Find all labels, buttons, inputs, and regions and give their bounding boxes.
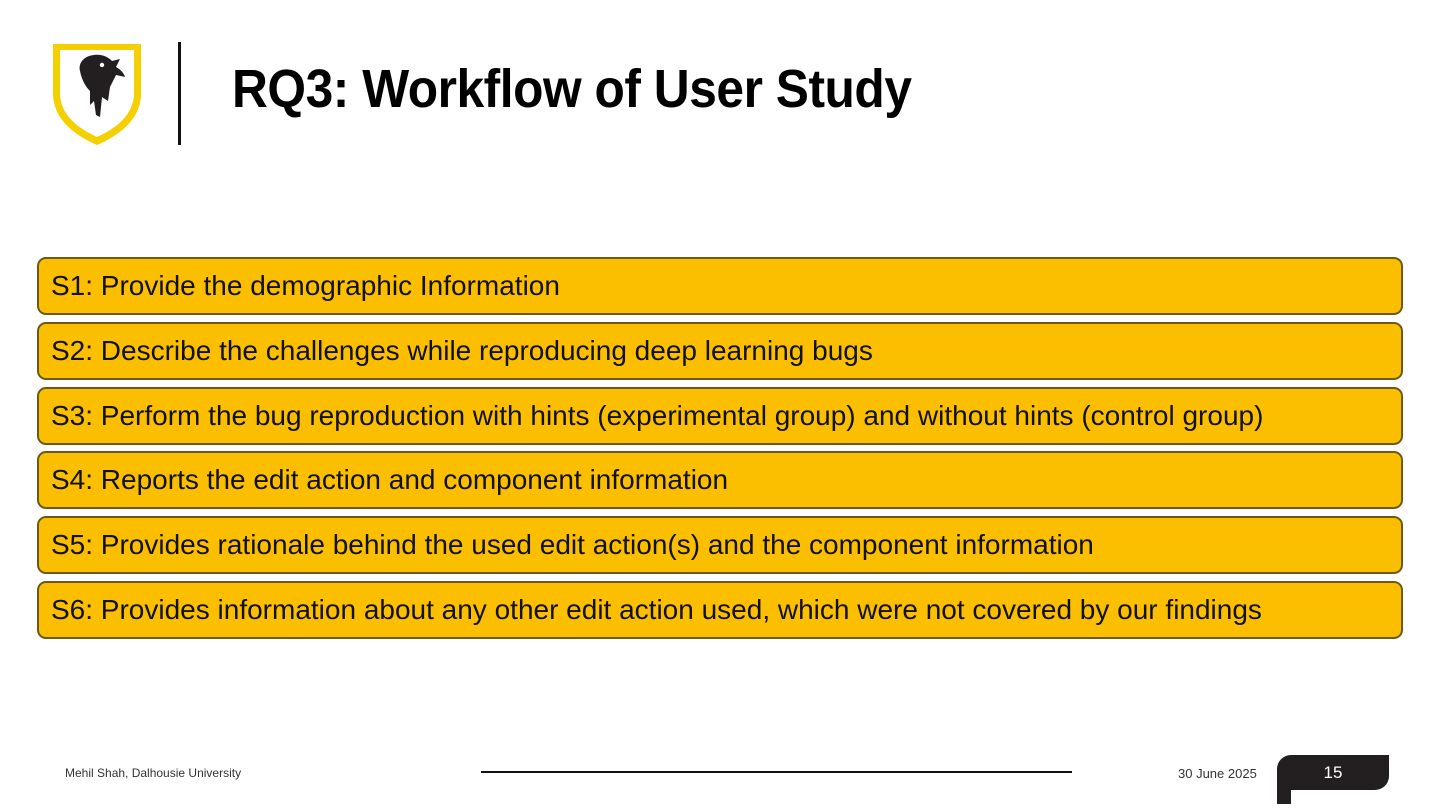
- footer-author: Mehil Shah, Dalhousie University: [65, 766, 242, 780]
- workflow-steps: [37, 257, 1403, 646]
- step-text: : Describe the challenges while reproducing deep learning bugs: [85, 334, 873, 366]
- footer-divider: [481, 771, 1072, 773]
- step-item: [37, 516, 1403, 574]
- step-label: S5: [51, 529, 86, 561]
- step-text: : Provides information about any other edit action used, which were not covered by our findings: [85, 593, 1262, 625]
- step-item: [37, 322, 1403, 380]
- step-label: S4: [51, 464, 86, 496]
- step-label: S2: [51, 334, 86, 366]
- title-divider: [178, 42, 181, 145]
- step-item: [37, 451, 1403, 509]
- step-item: [37, 581, 1403, 639]
- step-text: : Perform the bug reproduction with hints (experimental group) and without hints (control group): [85, 399, 1264, 431]
- page-title: RQ3: Workflow of User Study: [232, 59, 912, 119]
- step-label: S3: [51, 399, 86, 431]
- footer-date: 30 June 2025: [1178, 766, 1257, 781]
- step-text: : Provide the demographic Information: [85, 270, 560, 301]
- page-number: 15: [1277, 755, 1389, 790]
- step-item: [37, 387, 1403, 445]
- step-item: [37, 257, 1403, 315]
- step-label: S6: [51, 593, 86, 625]
- step-text: : Reports the edit action and component information: [85, 464, 729, 496]
- step-text: : Provides rationale behind the used edit action(s) and the component information: [85, 529, 1094, 561]
- step-label: S1: [51, 270, 86, 301]
- university-shield-logo: [50, 41, 144, 147]
